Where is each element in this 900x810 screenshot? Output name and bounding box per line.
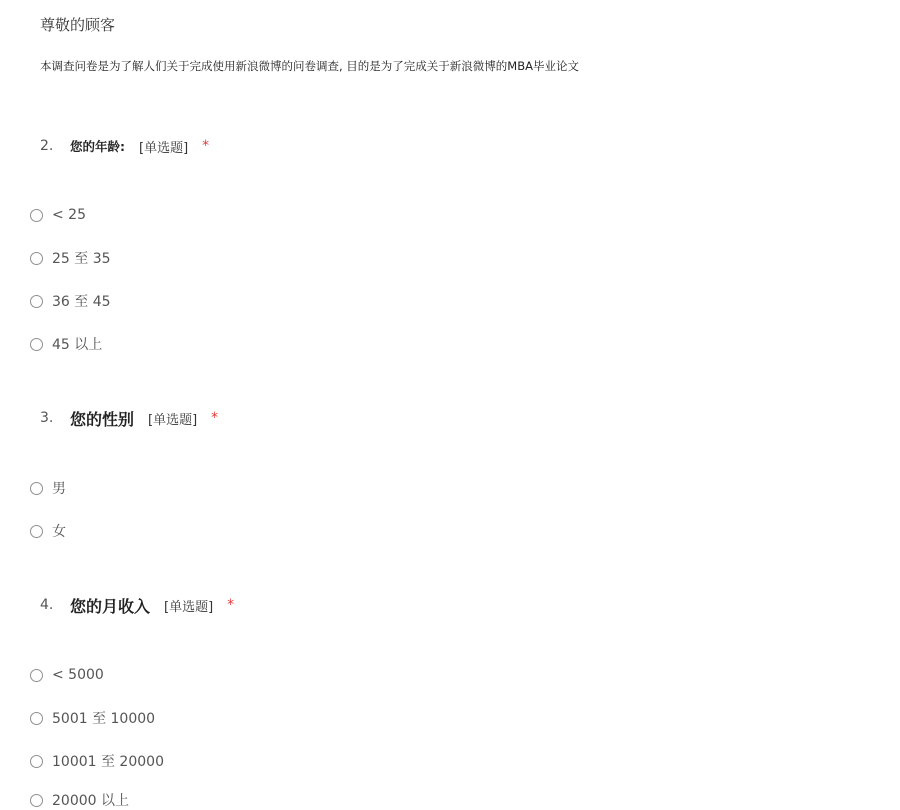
age-option-over-45[interactable] xyxy=(30,334,102,354)
question-header xyxy=(40,406,860,430)
income-option-5001-10000[interactable] xyxy=(30,708,155,728)
option-label: < 25 xyxy=(52,207,86,223)
age-option-25-35[interactable] xyxy=(30,248,111,268)
radio-button[interactable] xyxy=(30,755,43,768)
radio-button[interactable] xyxy=(30,794,43,807)
income-option-over-20000[interactable] xyxy=(30,790,129,810)
option-label: 5001 至 10000 xyxy=(52,711,156,727)
required-marker: * xyxy=(227,597,235,613)
option-label: < 5000 xyxy=(52,667,104,683)
radio-button[interactable] xyxy=(30,338,43,351)
question-title: 您的性别 xyxy=(70,409,135,429)
question-number: 4. xyxy=(40,597,54,613)
income-option-10001-20000[interactable] xyxy=(30,751,164,771)
radio-button[interactable] xyxy=(30,482,43,495)
age-option-under-25[interactable] xyxy=(30,205,86,225)
question-number: 3. xyxy=(40,410,54,426)
radio-button[interactable] xyxy=(30,669,43,682)
question-type: [单选题] xyxy=(148,412,198,428)
income-option-under-5000[interactable] xyxy=(30,665,104,685)
radio-button[interactable] xyxy=(30,525,43,538)
question-header xyxy=(40,593,860,617)
gender-option-male[interactable] xyxy=(30,478,66,498)
question-title: 您的月收入 xyxy=(70,596,151,616)
survey-intro: 本调查问卷是为了解人们关于完成使用新浪微博的问卷调查, 目的是为了完成关于新浪微博的MBA毕业论文 xyxy=(40,59,579,73)
radio-button[interactable] xyxy=(30,209,43,222)
option-label: 36 至 45 xyxy=(52,294,111,310)
required-marker: * xyxy=(211,410,219,426)
option-label: 45 以上 xyxy=(52,337,103,353)
question-number: 2. xyxy=(40,138,54,154)
option-label: 10001 至 20000 xyxy=(52,754,164,770)
survey-greeting: 尊敬的顾客 xyxy=(40,16,116,34)
radio-button[interactable] xyxy=(30,252,43,265)
option-label: 25 至 35 xyxy=(52,251,111,267)
question-type: [单选题] xyxy=(164,599,214,615)
question-header xyxy=(40,134,860,158)
radio-button[interactable] xyxy=(30,712,43,725)
question-title: 您的年龄: xyxy=(70,139,125,154)
required-marker: * xyxy=(202,138,210,154)
radio-button[interactable] xyxy=(30,295,43,308)
question-type: [单选题] xyxy=(139,140,189,156)
question-age xyxy=(40,134,860,158)
gender-option-female[interactable] xyxy=(30,521,66,541)
age-option-36-45[interactable] xyxy=(30,291,111,311)
option-label: 20000 以上 xyxy=(52,793,129,809)
question-gender xyxy=(40,406,860,430)
option-label: 男 xyxy=(52,481,66,497)
option-label: 女 xyxy=(52,524,66,540)
question-income xyxy=(40,593,860,617)
